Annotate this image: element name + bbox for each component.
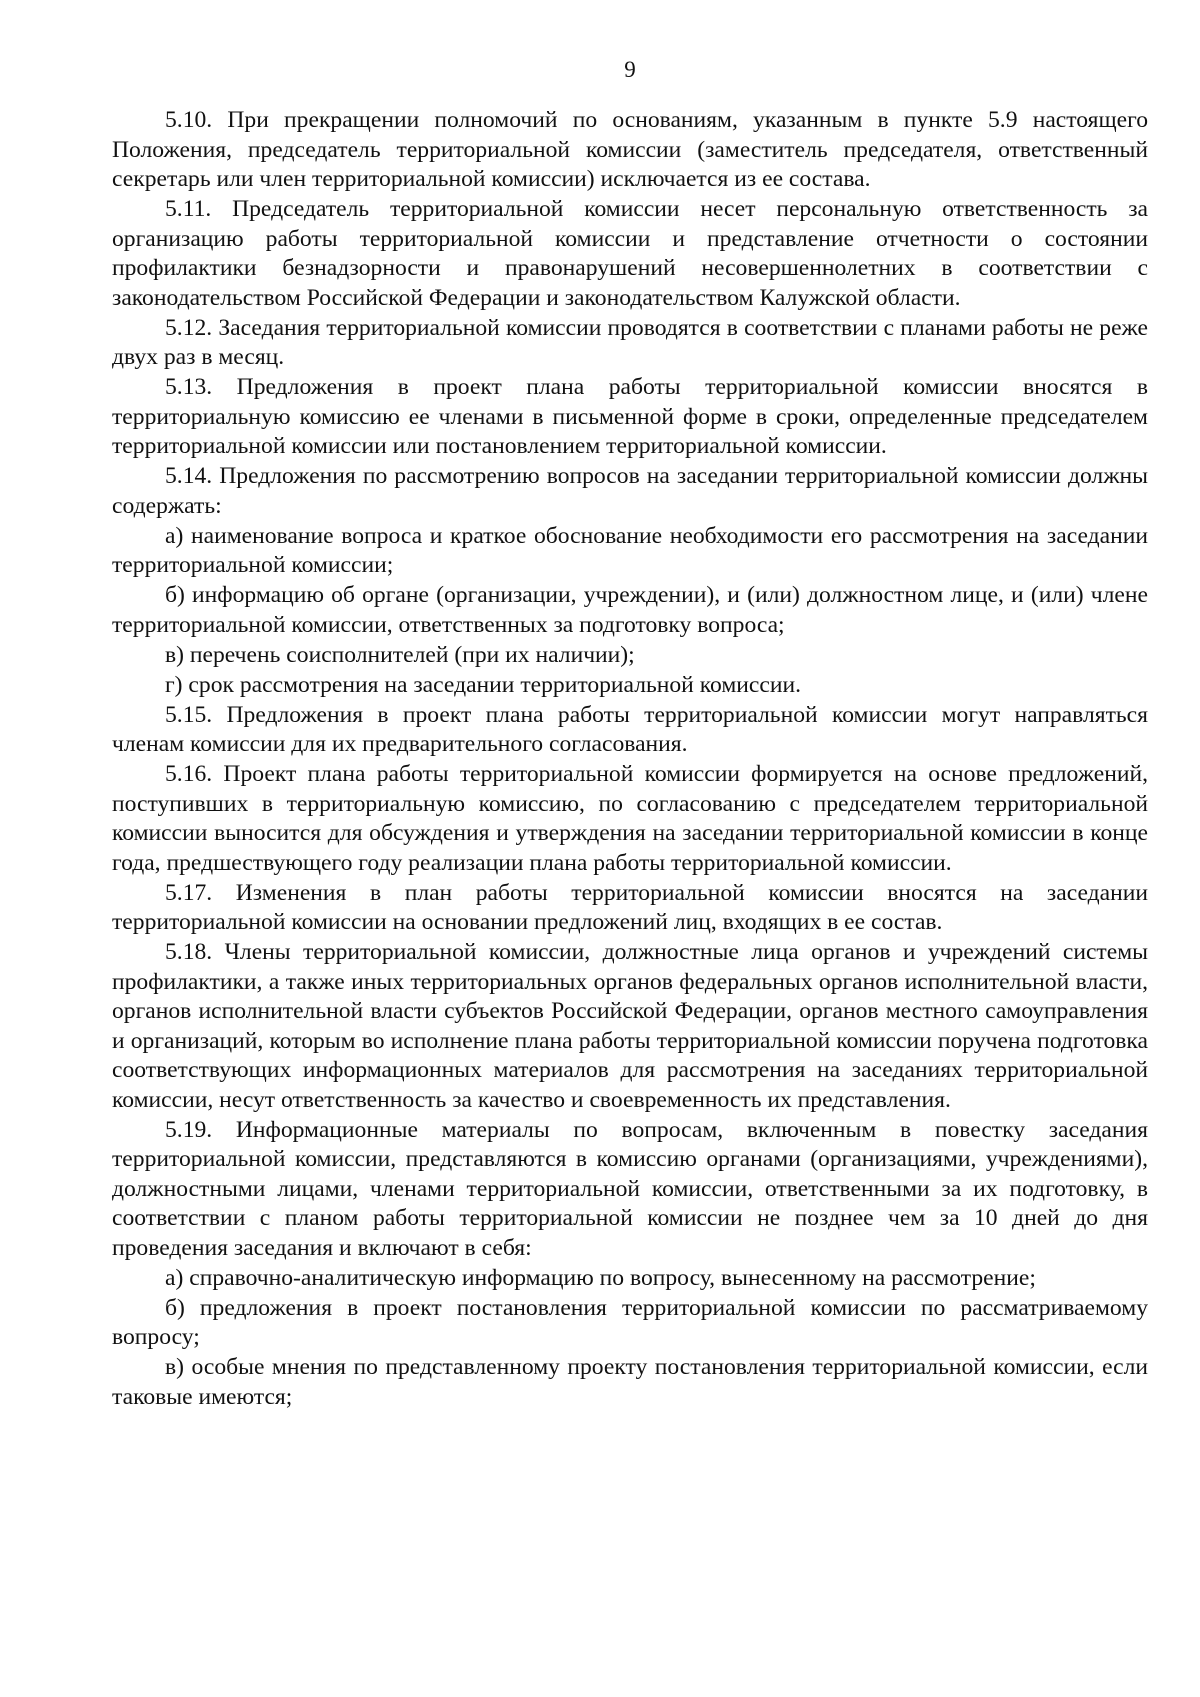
paragraph-5-19: 5.19. Информационные материалы по вопросам, включенным в повестку заседания территориальной комиссии, представляются в комиссию органами (организациями, учреждениями), должностными лицами, членами территориальной комиссии, ответственными за их подготовку, в соответствии с планом работы территориальной комиссии не позднее чем за 10 дней до дня проведения заседания и включают в себя: bbox=[112, 1116, 1148, 1261]
paragraph-5-18: 5.18. Члены территориальной комиссии, должностные лица органов и учреждений системы профилактики, а также иных территориальных органов федеральных органов исполнительной власти, органов исполнительной власти субъектов Российской Федерации, органов местного самоуправления и организаций, которым во исполнение плана работы территориальной комиссии поручена подготовка соответствующих информационных материалов для рассмотрения на заседаниях территориальной комиссии, несут ответственность за качество и своевременность их представления. bbox=[112, 939, 1148, 1113]
paragraph-5-14: 5.14. Предложения по рассмотрению вопросов на заседании территориальной комиссии должны содержать: bbox=[112, 463, 1148, 519]
list-item-5-14-b: б) информацию об органе (организации, учреждении), и (или) должностном лице, и (или) члене территориальной комиссии, ответственных за подготовку вопроса; bbox=[112, 582, 1148, 638]
paragraph-5-11: 5.11. Председатель территориальной комиссии несет персональную ответственность за организацию работы территориальной комиссии и представление отчетности о состоянии профилактики безнадзорности и правонарушений несовершеннолетних в соответствии с законодательством Российской Федерации и законодательством Калужской области. bbox=[112, 196, 1148, 311]
paragraph-5-16: 5.16. Проект плана работы территориальной комиссии формируется на основе предложений, поступивших в территориальную комиссию, по согласованию с председателем территориальной комиссии выносится для обсуждения и утверждения на заседании территориальной комиссии в конце года, предшествующего году реализации плана работы территориальной комиссии. bbox=[112, 761, 1148, 876]
paragraph-5-13: 5.13. Предложения в проект плана работы территориальной комиссии вносятся в территориальную комиссию ее членами в письменной форме в сроки, определенные председателем территориальной комиссии или постановлением территориальной комиссии. bbox=[112, 374, 1148, 459]
list-item-5-14-g: г) срок рассмотрения на заседании территориальной комиссии. bbox=[165, 671, 801, 698]
paragraph-5-10: 5.10. При прекращении полномочий по основаниям, указанным в пункте 5.9 настоящего Положения, председатель территориальной комиссии (заместитель председателя, ответственный секретарь или член территориальной комиссии) исключается из ее состава. bbox=[112, 107, 1148, 192]
list-item-5-14-v: в) перечень соисполнителей (при их наличии); bbox=[165, 641, 635, 668]
paragraph-5-15: 5.15. Предложения в проект плана работы территориальной комиссии могут направляться членам комиссии для их предварительного согласования. bbox=[112, 701, 1148, 757]
document-body bbox=[112, 106, 1148, 1412]
list-item-5-14-a: а) наименование вопроса и краткое обоснование необходимости его рассмотрения на заседании территориальной комиссии; bbox=[112, 522, 1148, 578]
paragraph-5-12: 5.12. Заседания территориальной комиссии проводятся в соответствии с планами работы не реже двух раз в месяц. bbox=[112, 314, 1148, 370]
list-item-5-19-v: в) особые мнения по представленному проекту постановления территориальной комиссии, если таковые имеются; bbox=[112, 1354, 1148, 1410]
list-item-5-19-b: б) предложения в проект постановления территориальной комиссии по рассматриваемому вопросу; bbox=[112, 1294, 1148, 1350]
page-number: 9 bbox=[624, 57, 636, 82]
paragraph-5-17: 5.17. Изменения в план работы территориальной комиссии вносятся на заседании территориальной комиссии на основании предложений лиц, входящих в ее состав. bbox=[112, 879, 1148, 935]
list-item-5-19-a: а) справочно-аналитическую информацию по вопросу, вынесенному на рассмотрение; bbox=[165, 1264, 1036, 1291]
